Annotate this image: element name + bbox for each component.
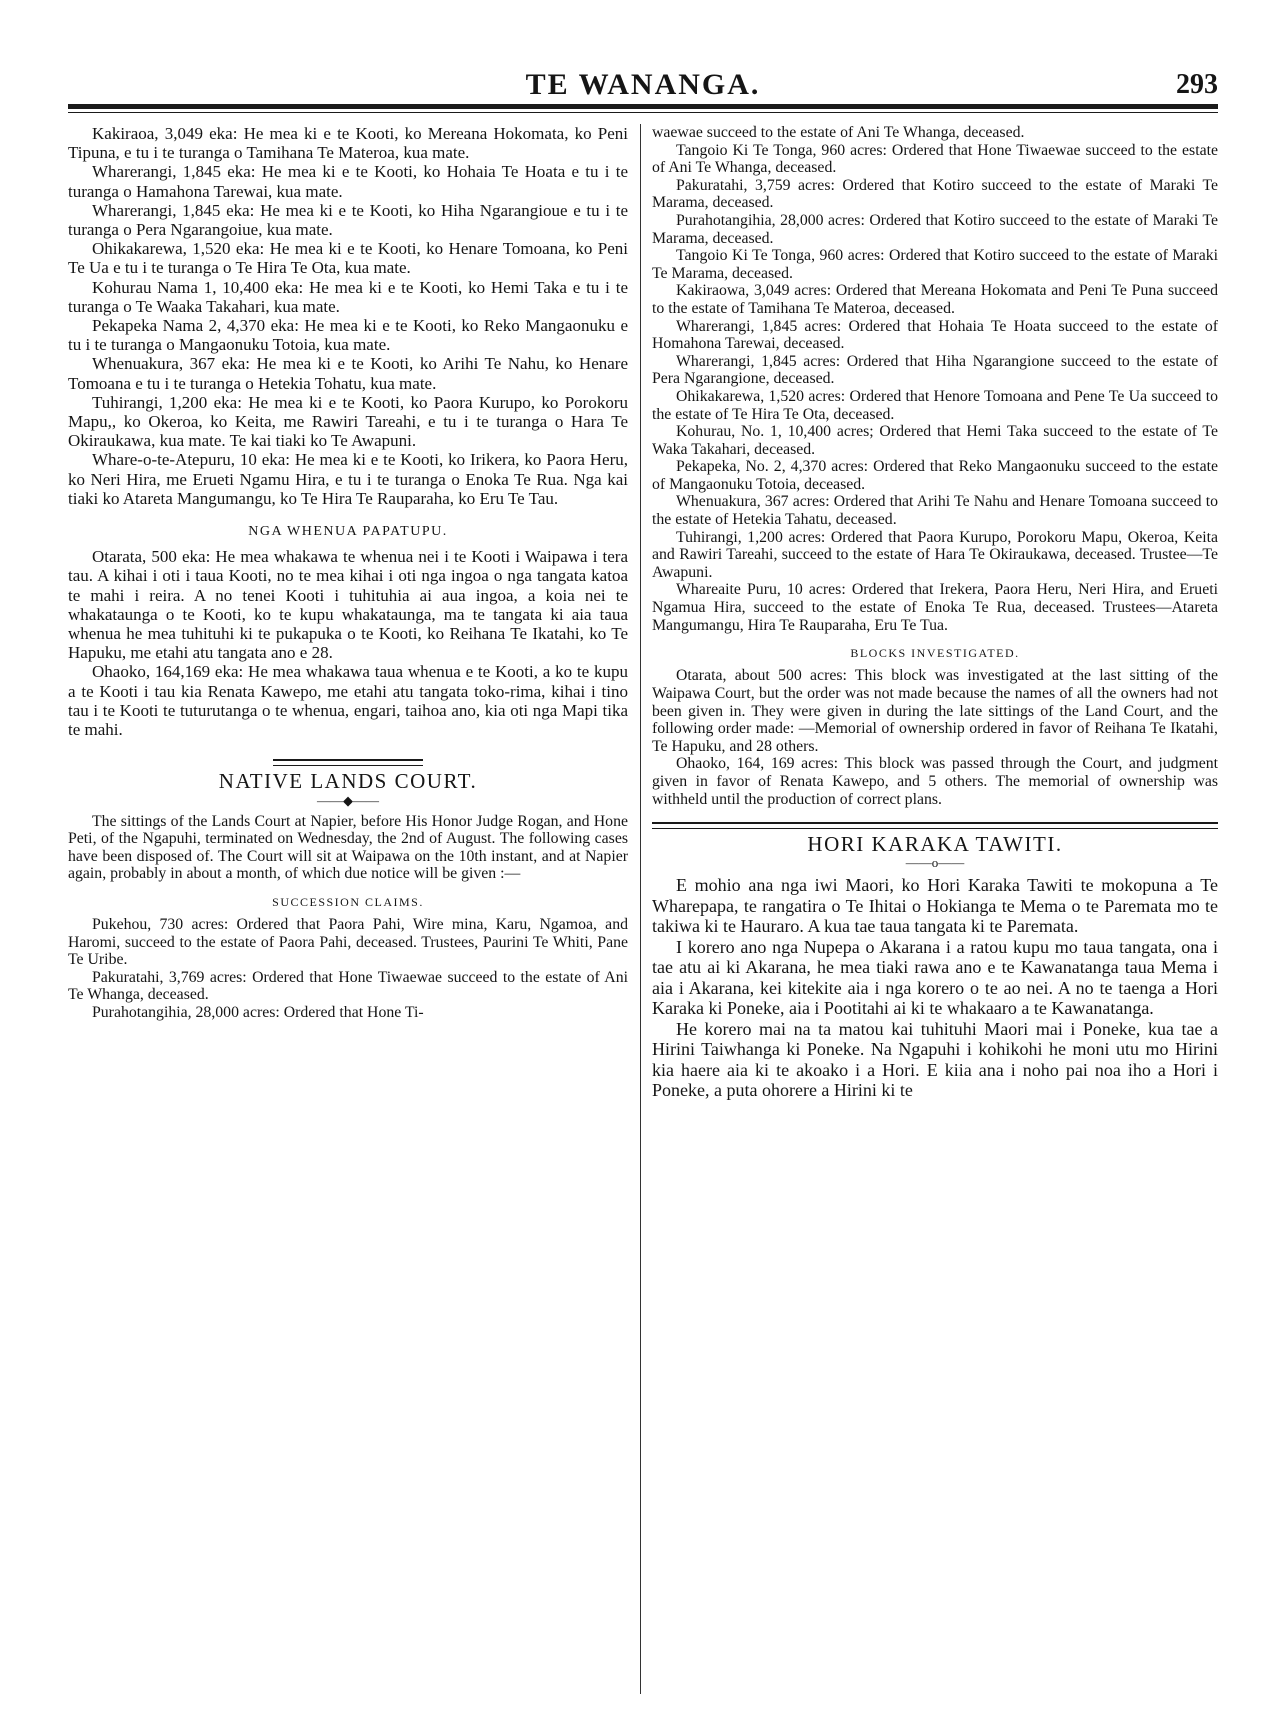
section-heading: NGA WHENUA PAPATUPU. xyxy=(248,524,448,540)
paragraph: Pekapeka Nama 2, 4,370 eka: He mea ki e te Kooti, ko Reko Mangaonuku e tu i te turanga o Mangaonuku Totoia, kua mate. xyxy=(68,316,628,355)
paragraph: Kakiraowa, 3,049 acres: Ordered that Mereana Hokomata and Peni Te Puna succeed to the estate of Tamihana Te Materoa, deceased. xyxy=(652,282,1218,317)
left-column xyxy=(68,124,628,1022)
article-body xyxy=(652,875,1218,1101)
paragraph: Kohurau, No. 1, 10,400 acres; Ordered that Hemi Taka succeed to the estate of Te Waka Takahari, deceased. xyxy=(652,423,1218,458)
paragraph: Pukehou, 730 acres: Ordered that Paora Pahi, Wire mina, Karu, Ngamoa, and Haromi, succeed to the estate of Paora Pahi, deceased. Trustees, Paurini Te Whiti, Pane Te Uribe. xyxy=(68,916,628,969)
paragraph: Tangoio Ki Te Tonga, 960 acres: Ordered that Kotiro succeed to the estate of Maraki Te Marama, deceased. xyxy=(652,247,1218,282)
header-rule-thin xyxy=(68,112,1218,113)
paragraph: Whenuakura, 367 acres: Ordered that Arihi Te Nahu and Henare Tomoana succeed to the estate of Hetekia Tahatu, deceased. xyxy=(652,493,1218,529)
paragraph: Pakuratahi, 3,759 acres: Ordered that Kotiro succeed to the estate of Maraki Te Marama, deceased. xyxy=(652,176,1218,212)
paragraph: Purahotangihia, 28,000 acres: Ordered that Kotiro succeed to the estate of Maraki Te Marama, deceased. xyxy=(652,211,1218,247)
paragraph: He korero mai na ta matou kai tuhituhi Maori mai i Poneke, kua tae a Hirini Taiwhanga ki Poneke. Na Ngapuhi i kohikohi he moni utu mo Hirini kia haere aia ki te akoako i a Hori. E kiia ana i noho pai noa iho a Hori i Poneke, a puta ohorere a Hirini ki te xyxy=(652,1018,1218,1101)
paragraph: Pekapeka, No. 2, 4,370 acres: Ordered that Reko Mangaonuku succeed to the estate of Mangaonuku Totoia, deceased. xyxy=(652,458,1218,493)
paragraph: Wharerangi, 1,845 acres: Ordered that Hohaia Te Hoata succeed to the estate of Homahona Tarewai, deceased. xyxy=(652,317,1218,353)
paragraph: Whareaite Puru, 10 acres: Ordered that Irekera, Paora Heru, Neri Hira, and Erueti Ngamua Hira, succeed to the estate of Enoka Te Rua, deceased. Trustees—Atareta Mangumangu, Hira Te Rauparaha, Eru Te Tua. xyxy=(652,581,1218,634)
section-heading: BLOCKS INVESTIGATED. xyxy=(850,646,1020,661)
page-number: 293 xyxy=(1176,69,1218,100)
paragraph: Otarata, about 500 acres: This block was investigated at the last sitting of the Waipawa Court, but the order was not made because the names of all the owners had not been given in. They were given in during the late sittings of the Land Court, and the following order made: —Memorial of ownership ordered in favor of Reihana Te Ikatahi, Te Hapuku, and 28 others. xyxy=(652,667,1218,755)
paragraph: Whare-o-te-Atepuru, 10 eka: He mea ki e te Kooti, ko Irikera, ko Paora Heru, ko Neri Hira, me Erueti Ngamu Hira, e tu i te turanga o Enoka Te Rua. Nga kai tiaki ko Atareta Mangumangu, ko Te Hira Te Rauparaha, ko Eru Te Tau. xyxy=(68,450,628,508)
paragraph: Kakiraoa, 3,049 eka: He mea ki e te Kooti, ko Mereana Hokomata, ko Peni Tipuna, e tu i te turanga o Tamihana Te Materoa, kua mate. xyxy=(68,124,628,163)
right-column xyxy=(652,124,1218,1101)
paragraph: Wharerangi, 1,845 acres: Ordered that Hiha Ngarangione succeed to the estate of Pera Ngarangione, deceased. xyxy=(652,352,1218,388)
paragraph: Tuhirangi, 1,200 acres: Ordered that Paora Kurupo, Porokoru Mapu, Okeroa, Keita and Rawiri Tareahi, succeed to the estate of Hara Te Okiraukawa, deceased. Trustee—Te Awapuni. xyxy=(652,528,1218,581)
section-divider xyxy=(273,759,423,766)
header-rule xyxy=(68,104,1218,109)
article-headline: HORI KARAKA TAWITI. xyxy=(807,832,1063,857)
paragraph: Otarata, 500 eka: He mea whakawa te whenua nei i te Kooti i Waipawa i tera tau. A kihai i oti i taua Kooti, no te mea kihai i oti nga ingoa o nga tangata katoa te mahi i reira. A no tenei Kooti i tuhituhia ai aua ingoa, a koia nei te whakataunga o te Kooti, ko te kupu whakataunga, ma te tangata ki aia taua whenua he mea tuhituhi ki te pukapuka o te Kooti, ko Reihana Te Ikatahi, ko Te Hapuku, me etahi atu tangata ano e 28. xyxy=(68,547,628,663)
section-divider xyxy=(652,822,1218,829)
paragraph: Wharerangi, 1,845 eka: He mea ki e te Kooti, ko Hiha Ngarangioue e tu i te turanga o Pera Ngarangoiue, kua mate. xyxy=(68,200,628,240)
page-title: TE WANANGA. xyxy=(525,68,761,101)
article-body xyxy=(652,124,1218,808)
masthead xyxy=(68,66,1218,106)
article-headline: NATIVE LANDS COURT. xyxy=(218,769,478,794)
paragraph: waewae succeed to the estate of Ani Te Whanga, deceased. xyxy=(652,124,1025,141)
paragraph: Kohurau Nama 1, 10,400 eka: He mea ki e te Kooti, ko Hemi Taka e tu i te turanga o Te Waaka Takahari, kua mate. xyxy=(68,277,628,316)
paragraph: Wharerangi, 1,845 eka: He mea ki e te Kooti, ko Hohaia Te Hoata e tu i te turanga o Hamahona Tarewai, kua mate. xyxy=(68,162,628,201)
paragraph: I korero ano nga Nupepa o Akarana i a ratou kupu mo taua tangata, ona i tae atu ai ki Akarana, he mea tiaki rawa ano e te Kawanatanga taua Mema i aia i Akarana, kei kitekite aia i nga korero o te ao nei. A no te taenga a Hori Karaka ki Poneke, aia i Pootitahi ai ki te whakaaro a te Kawanatanga. xyxy=(652,936,1218,1019)
paragraph: E mohio ana nga iwi Maori, ko Hori Karaka Tawiti te mokopuna a Te Wharepapa, te rangatira o Te Ihitai o Hokianga te Mema o te Paremata mo te takiwa ki te Hauraro. A kua tae taua tangata ki te Paremata. xyxy=(652,875,1218,937)
ornament: ——◆—— xyxy=(317,792,379,808)
paragraph: Tangoio Ki Te Tonga, 960 acres: Ordered that Hone Tiwaewae succeed to the estate of Ani Te Whanga, deceased. xyxy=(652,141,1218,177)
paragraph: Purahotangihia, 28,000 acres: Ordered that Hone Ti- xyxy=(92,1004,424,1022)
paragraph: Whenuakura, 367 eka: He mea ki e te Kooti, ko Arihi Te Nahu, ko Henare Tomoana e tu i te turanga o Hetekia Tohatu, kua mate. xyxy=(68,354,628,393)
paragraph: Ohaoko, 164, 169 acres: This block was passed through the Court, and judgment given in favor of Renata Kawepo, and 5 others. The memorial of ownership was withheld until the production of correct plans. xyxy=(652,755,1218,808)
column-divider xyxy=(640,124,641,1694)
ornament: ——o—— xyxy=(905,855,965,871)
paragraph: The sittings of the Lands Court at Napier, before His Honor Judge Rogan, and Hone Peti, of the Ngapuhi, terminated on Wednesday, the 2nd of August. The following cases have been disposed of. The Court will sit at Waipawa on the 10th instant, and at Napier again, probably in about a month, of which due notice will be given :— xyxy=(68,812,628,883)
paragraph: Pakuratahi, 3,769 acres: Ordered that Hone Tiwaewae succeed to the estate of Ani Te Whanga, deceased. xyxy=(68,968,628,1004)
paragraph: Ohaoko, 164,169 eka: He mea whakawa taua whenua e te Kooti, a ko te kupu a te Kooti i tau kia Renata Kawepo, me etahi atu tangata toko-rima, kihai i tino tau i te Kooti te tuturutanga o te whenua, engari, taihoa ano, kia oti nga Mapi tika te mahi. xyxy=(68,662,628,740)
section-heading: SUCCESSION CLAIMS. xyxy=(272,894,424,909)
article-body xyxy=(68,813,628,1022)
paragraph: Ohikakarewa, 1,520 acres: Ordered that Henore Tomoana and Pene Te Ua succeed to the estate of Te Hira Te Ota, deceased. xyxy=(652,387,1218,423)
paragraph: Ohikakarewa, 1,520 eka: He mea ki e te Kooti, ko Henare Tomoana, ko Peni Te Ua e tu i te turanga o Te Hira Te Ota, kua mate. xyxy=(68,239,628,278)
paragraph: Tuhirangi, 1,200 eka: He mea ki e te Kooti, ko Paora Kurupo, ko Porokoru Mapu,, ko Okeroa, ko Keita, me Rawiri Tareahi, e tu i te turanga o Hara Te Okiraukawa, kua mate. Te kai tiaki ko Te Awapuni. xyxy=(68,392,628,451)
